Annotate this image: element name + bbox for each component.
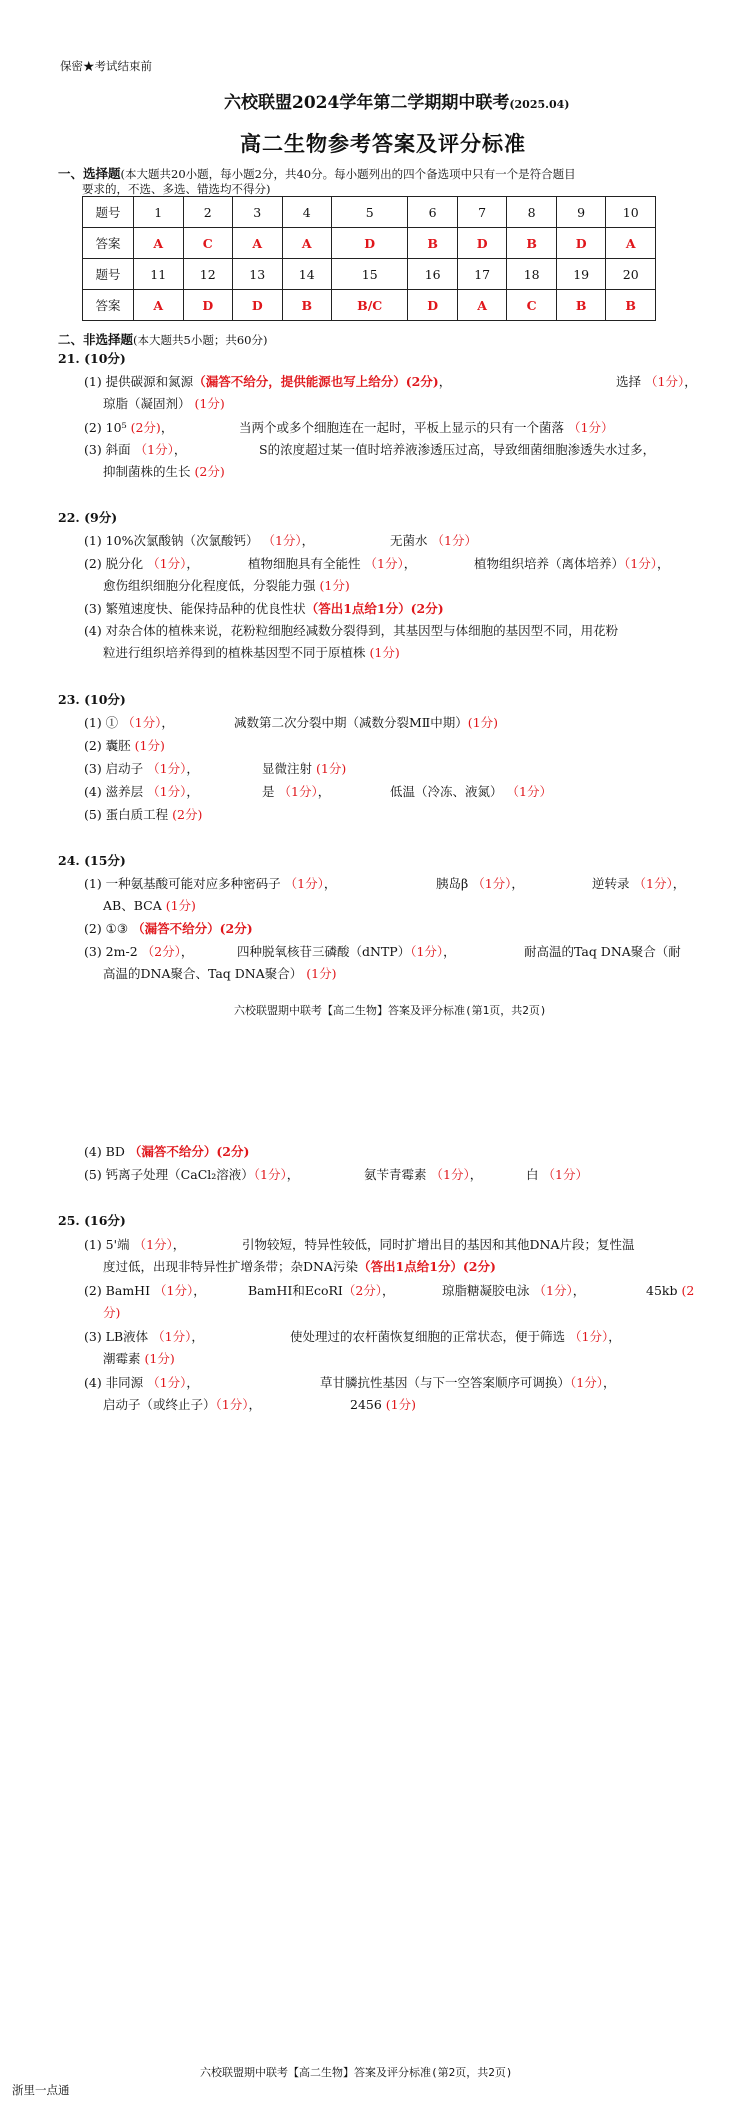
row-label: 题号 xyxy=(83,197,134,228)
q22-line2-right: 植物组织培养（离体培养）（1分）， xyxy=(474,556,670,571)
row-label: 答案 xyxy=(83,228,134,259)
q23-line5: (5) 蛋白质工程 (2分) xyxy=(84,807,203,822)
page1-footer: 六校联盟期中联考【高二生物】答案及评分标准(第1页，共2页) xyxy=(234,1004,547,1017)
confidential-label: 保密★考试结束前 xyxy=(60,59,152,73)
table-row-a1 xyxy=(83,228,656,259)
q-number: 7 xyxy=(457,197,507,228)
q25-line8: 启动子（或终止子）（1分）， xyxy=(103,1397,261,1412)
q25-line3-right: 琼脂糖凝胶电泳 （1分）， xyxy=(442,1283,586,1298)
exam-title: 六校联盟2024学年第二学期期中联考(2025.04) xyxy=(224,93,570,113)
row-label: 答案 xyxy=(83,290,134,321)
q23-line4: (4) 滋养层 （1分）， xyxy=(84,784,199,799)
q23-line1-right: 减数第二次分裂中期（减数分裂MⅡ中期）(1分) xyxy=(234,715,499,730)
exam-date: (2025.04) xyxy=(509,98,570,111)
section2-heading: 二、非选择题(本大题共5小题；共60分) xyxy=(58,332,268,347)
q23-line2: (2) 囊胚 (1分) xyxy=(84,738,165,753)
q-number: 18 xyxy=(507,259,557,290)
q24-line6: (4) BD （漏答不给分）(2分) xyxy=(84,1144,250,1159)
q23-line3-right: 显微注射 (1分) xyxy=(262,761,347,776)
q25-line3-mid: BamHI和EcoRI（2分）， xyxy=(248,1283,395,1298)
q22-line2: (2) 脱分化 （1分）， xyxy=(84,556,199,571)
answer-cell: D xyxy=(408,290,458,321)
q25-line3-end: 45kb (2 xyxy=(646,1283,695,1298)
q-number: 19 xyxy=(556,259,606,290)
q24-line1-right: 逆转录 （1分）， xyxy=(592,876,686,891)
q-number: 20 xyxy=(606,259,656,290)
q-number: 12 xyxy=(183,259,233,290)
q-number: 8 xyxy=(507,197,557,228)
q25-line2: 度过低，出现非特异性扩增条带；杂DNA污染（答出1点给1分）(2分) xyxy=(103,1259,496,1274)
section1-heading: 一、选择题(本大题共20小题，每小题2分，共40分。每小题列出的四个备选项中只有一个是符合题目 xyxy=(58,166,576,181)
q-number: 11 xyxy=(134,259,184,290)
answer-table xyxy=(82,196,656,321)
q25-line1-right: 引物较短，特异性较低，同时扩增出目的基因和其他DNA片段；复性温 xyxy=(242,1237,635,1252)
answer-cell: D xyxy=(233,290,283,321)
q22-line6: 粒进行组织培养得到的植株基因型不同于原植株 (1分) xyxy=(103,645,400,660)
q24-heading: 24. (15分) xyxy=(58,853,126,868)
q-number: 2 xyxy=(183,197,233,228)
answer-cell: A xyxy=(606,228,656,259)
q24-line7: (5) 钙离子处理（CaCl₂溶液）（1分）， xyxy=(84,1167,300,1182)
q21-line3: (2) 10⁵ (2分)， xyxy=(84,420,174,435)
q25-line8-right: 2456 (1分) xyxy=(350,1397,417,1412)
q-number: 10 xyxy=(606,197,656,228)
q-number: 1 xyxy=(134,197,184,228)
answer-cell: D xyxy=(556,228,606,259)
q25-line1: (1) 5'端 （1分）， xyxy=(84,1237,186,1252)
q-number: 17 xyxy=(457,259,507,290)
q-number: 4 xyxy=(282,197,332,228)
q21-line2: 琼脂（凝固剂） (1分) xyxy=(103,396,225,411)
answer-cell: B/C xyxy=(332,290,408,321)
q24-line3: (2) ①③ （漏答不给分）(2分) xyxy=(84,921,253,936)
q23-line4-mid: 是 （1分）， xyxy=(262,784,331,799)
q25-line6: 潮霉素 (1分) xyxy=(103,1351,175,1366)
table-row-q1 xyxy=(83,197,656,228)
q24-line4-mid: 四种脱氧核苷三磷酸（dNTP）（1分）， xyxy=(237,944,456,959)
q-number: 6 xyxy=(408,197,458,228)
answer-cell: A xyxy=(282,228,332,259)
q24-line1-mid: 胰岛β （1分）， xyxy=(436,876,524,891)
q22-line5: (4) 对杂合体的植株来说，花粉粒细胞经减数分裂得到，其基因型与体细胞的基因型不同，用花粉 xyxy=(84,623,619,638)
answer-cell: B xyxy=(507,228,557,259)
answer-cell: A xyxy=(134,228,184,259)
q23-line1: (1) ① （1分）， xyxy=(84,715,174,730)
answer-cell: D xyxy=(457,228,507,259)
answer-cell: D xyxy=(332,228,408,259)
answer-cell: C xyxy=(507,290,557,321)
q-number: 9 xyxy=(556,197,606,228)
q-number: 14 xyxy=(282,259,332,290)
q-number: 15 xyxy=(332,259,408,290)
q22-line2-mid: 植物细胞具有全能性 （1分）， xyxy=(248,556,417,571)
q24-line2: AB、BCA (1分) xyxy=(103,898,196,913)
q25-heading: 25. (16分) xyxy=(58,1213,126,1228)
q24-line5: 高温的DNA聚合、Taq DNA聚合） (1分) xyxy=(103,966,337,981)
q24-line1: (1) 一种氨基酸可能对应多种密码子 （1分）， xyxy=(84,876,337,891)
table-row-q2 xyxy=(83,259,656,290)
q-number: 3 xyxy=(233,197,283,228)
q25-line7-right: 草甘膦抗性基因（与下一空答案顺序可调换）（1分）， xyxy=(320,1375,616,1390)
answer-cell: B xyxy=(408,228,458,259)
q21-line5: 抑制菌株的生长 (2分) xyxy=(103,464,225,479)
q21-line1-right: 选择 （1分）， xyxy=(616,374,697,389)
q21-heading: 21. (10分) xyxy=(58,351,126,366)
q25-line4: 分) xyxy=(103,1305,121,1320)
q22-line1: (1) 10%次氯酸钠（次氯酸钙） （1分）， xyxy=(84,533,315,548)
row-label: 题号 xyxy=(83,259,134,290)
q22-line4: (3) 繁殖速度快、能保持品种的优良性状（答出1点给1分）(2分) xyxy=(84,601,444,616)
q21-line4: (3) 斜面 （1分）， xyxy=(84,442,187,457)
page2-footer: 六校联盟期中联考【高二生物】答案及评分标准(第2页，共2页) xyxy=(200,2066,513,2079)
answer-cell: B xyxy=(282,290,332,321)
q23-line3: (3) 启动子 （1分）， xyxy=(84,761,199,776)
q25-line7: (4) 非同源 （1分）， xyxy=(84,1375,199,1390)
answer-cell: A xyxy=(457,290,507,321)
answer-cell: D xyxy=(183,290,233,321)
q25-line5-right: 使处理过的农杆菌恢复细胞的正常状态，便于筛选 （1分）， xyxy=(290,1329,621,1344)
q22-heading: 22. (9分) xyxy=(58,510,118,525)
q25-line3: (2) BamHI （1分）， xyxy=(84,1283,206,1298)
watermark-text: 浙里一点通 xyxy=(12,2083,70,2097)
q24-line4: (3) 2m-2 （2分）， xyxy=(84,944,194,959)
q24-line7-mid: 氨苄青霉素 （1分）， xyxy=(364,1167,483,1182)
answer-cell: B xyxy=(606,290,656,321)
q22-line3: 愈伤组织细胞分化程度低，分裂能力强 (1分) xyxy=(103,578,350,593)
q21-line3-right: 当两个或多个细胞连在一起时，平板上显示的只有一个菌落 （1分） xyxy=(239,420,614,435)
answer-cell: A xyxy=(233,228,283,259)
section1-note-line2: 要求的，不选、多选、错选均不得分) xyxy=(82,182,271,196)
q-number: 13 xyxy=(233,259,283,290)
doc-title: 高二生物参考答案及评分标准 xyxy=(240,131,526,156)
q24-line7-right: 白 （1分） xyxy=(526,1167,588,1182)
q22-line1-right: 无菌水 （1分） xyxy=(390,533,477,548)
q24-line4-right: 耐高温的Taq DNA聚合（耐 xyxy=(524,944,681,959)
answer-cell: B xyxy=(556,290,606,321)
q23-heading: 23. (10分) xyxy=(58,692,126,707)
answer-cell: A xyxy=(134,290,184,321)
q21-line1: (1) 提供碳源和氮源（漏答不给分，提供能源也写上给分）(2分)， xyxy=(84,374,452,389)
answer-cell: C xyxy=(183,228,233,259)
q25-line5: (3) LB液体 （1分）， xyxy=(84,1329,204,1344)
q21-line4-right: S的浓度超过某一值时培养液渗透压过高，导致细菌细胞渗透失水过多， xyxy=(259,442,656,457)
q23-line4-right: 低温（冷冻、液氮） （1分） xyxy=(390,784,552,799)
q-number: 16 xyxy=(408,259,458,290)
table-row-a2 xyxy=(83,290,656,321)
q-number: 5 xyxy=(332,197,408,228)
